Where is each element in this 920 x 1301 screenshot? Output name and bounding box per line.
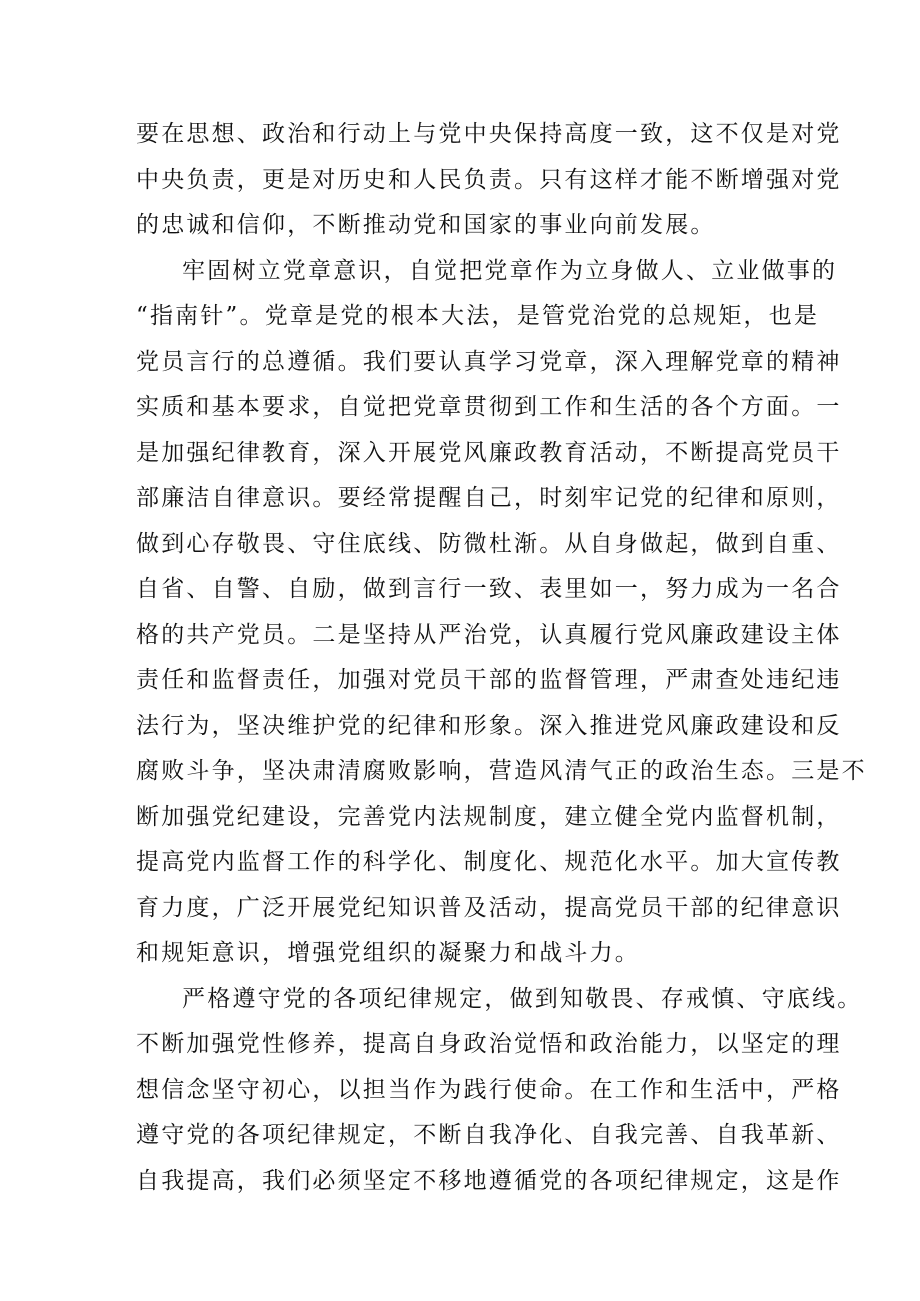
text-line: 中央负责，更是对历史和人民负责。只有这样才能不断增强对党	[136, 166, 842, 193]
text-line: 格的共产党员。二是坚持从严治党，认真履行党风廉政建设主体	[136, 621, 842, 648]
text-line: 遵守党的各项纪律规定，不断自我净化、自我完善、自我革新、	[136, 1122, 842, 1148]
paragraph-start-line: 严格遵守党的各项纪律规定，做到知敬畏、存戒慎、守底线。	[182, 985, 863, 1012]
text-line: 是加强纪律教育，深入开展党风廉政教育活动，不断提高党员干	[136, 439, 842, 466]
text-line: 和规矩意识，增强党组织的凝聚力和战斗力。	[136, 940, 640, 966]
text-line: 法行为，坚决维护党的纪律和形象。深入推进党风廉政建设和反	[136, 712, 842, 739]
text-line: 要在思想、政治和行动上与党中央保持高度一致，这不仅是对党	[136, 121, 842, 147]
text-line: 党员言行的总遵循。我们要认真学习党章，深入理解党章的精神	[136, 348, 842, 375]
text-line: 断加强党纪建设，完善党内法规制度，建立健全党内监督机制，	[136, 803, 842, 830]
text-line: 育力度，广泛开展党纪知识普及活动，提高党员干部的纪律意识	[136, 894, 842, 921]
text-line: “指南针”。党章是党的根本大法，是管党治党的总规矩，也是	[136, 303, 820, 329]
text-line: 想信念坚守初心，以担当作为践行使命。在工作和生活中，严格	[136, 1076, 842, 1103]
paragraph-start-line: 牢固树立党章意识，自觉把党章作为立身做人、立业做事的	[182, 257, 838, 284]
body-text	[136, 112, 867, 1204]
text-line: 自省、自警、自励，做到言行一致、表里如一，努力成为一名合	[136, 576, 842, 602]
text-line: 实质和基本要求，自觉把党章贯彻到工作和生活的各个方面。一	[136, 394, 842, 420]
text-line: 不断加强党性修养，提高自身政治觉悟和政治能力，以坚定的理	[136, 1031, 842, 1057]
text-line: 的忠诚和信仰，不断推动党和国家的事业向前发展。	[136, 212, 716, 238]
text-line: 腐败斗争，坚决肃清腐败影响，营造风清气正的政治生态。三是不	[136, 758, 867, 784]
text-line: 做到心存敬畏、守住底线、防微杜渐。从自身做起，做到自重、	[136, 530, 842, 557]
text-line: 自我提高，我们必须坚定不移地遵循党的各项纪律规定，这是作	[136, 1167, 842, 1194]
text-line: 部廉洁自律意识。要经常提醒自己，时刻牢记党的纪律和原则，	[136, 485, 842, 511]
text-line: 提高党内监督工作的科学化、制度化、规范化水平。加大宣传教	[136, 849, 842, 875]
text-line: 责任和监督责任，加强对党员干部的监督管理，严肃查处违纪违	[136, 667, 842, 693]
